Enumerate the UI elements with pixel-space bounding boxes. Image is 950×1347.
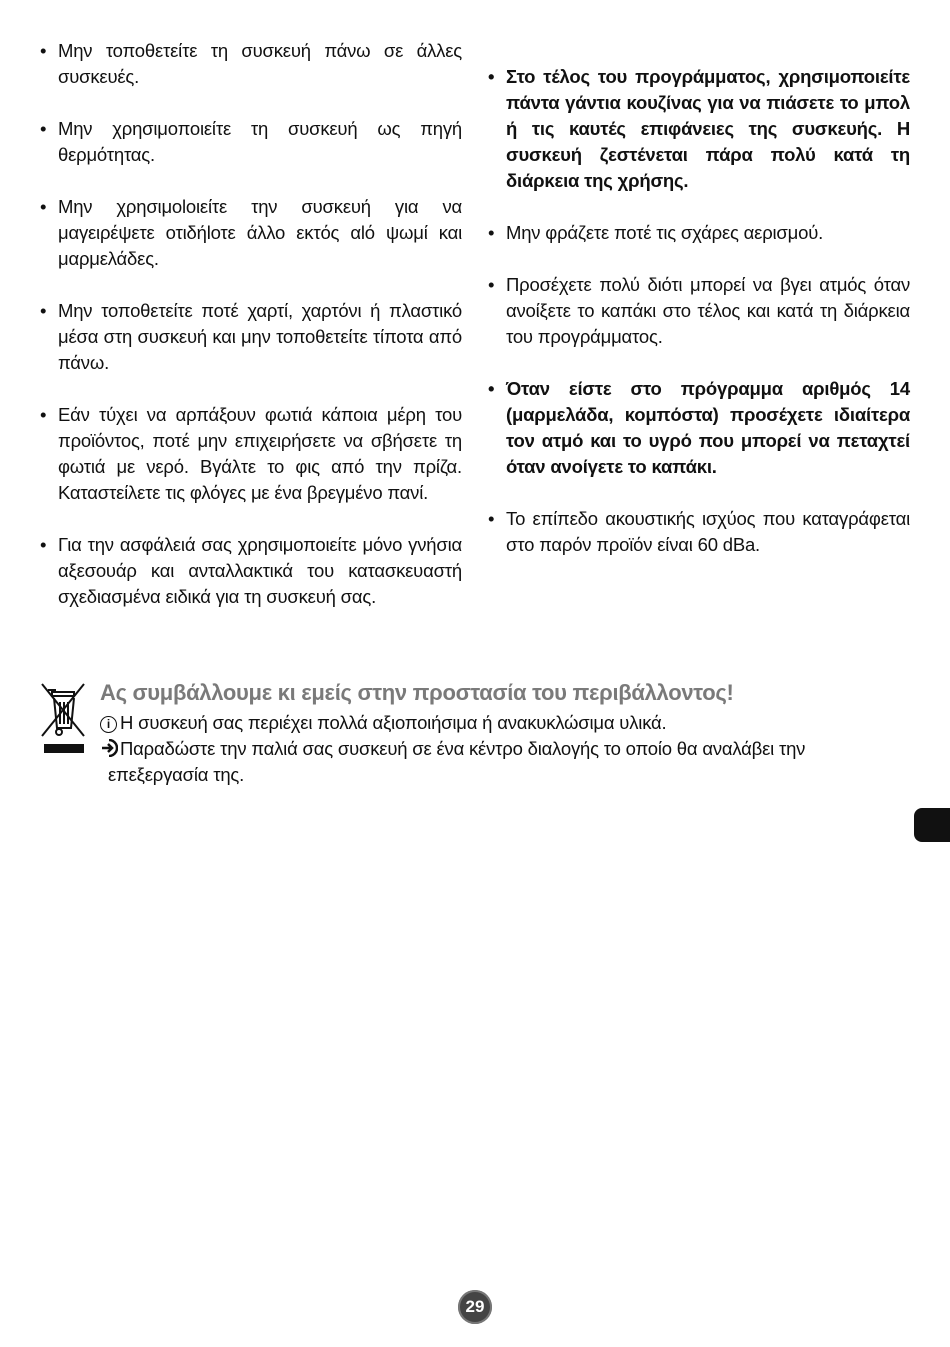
- safety-item: • Το επίπεδο ακουστικής ισχύος που καταγράφεται στο παρόν προϊόν είναι 60 dBa.: [486, 506, 910, 558]
- left-column: [38, 38, 462, 636]
- page-number: 29: [458, 1290, 492, 1324]
- safety-item: • Για την ασφάλειά σας χρησιμοποιείτε μόνο γνήσια αξεσουάρ και ανταλλακτικά του κατασκευαστή σχεδιασμένα ειδικά για τη συσκευή σας.: [38, 532, 462, 610]
- environment-title: Ας συμβάλλουμε κι εμείς στην προστασία του περιβάλλοντος!: [100, 680, 734, 705]
- environment-action-text: Παραδώστε την παλιά σας συσκευή σε ένα κέντρο διαλογής το οποίο θα αναλάβει την: [120, 738, 806, 759]
- safety-item-bold: • Όταν είστε στο πρόγραμμα αριθμός 14 (μαρμελάδα, κομπόστα) προσέχετε ιδιαίτερα τον ατμό και το υγρό που μπορεί να πεταχτεί όταν ανοίγετε το καπάκι.: [486, 376, 910, 480]
- safety-item: • Προσέχετε πολύ διότι μπορεί να βγει ατμός όταν ανοίξετε το καπάκι στο τέλος και κατά τη διάρκεια του προγράμματος.: [486, 272, 910, 350]
- environment-info-text: Η συσκευή σας περιέχει πολλά αξιοποιήσιμα ή ανακυκλώσιμα υλικά.: [120, 712, 667, 733]
- safety-item: • Μην χρησιμοlοιείτε την συσκευή για να μαγειρέψετε οτιδήlοτε άλλο εκτός αlό ψωμί και μαρμελάδες.: [38, 194, 462, 272]
- section-tab-marker: [914, 808, 950, 842]
- arrow-right-circle-icon: [100, 739, 118, 757]
- safety-item-bold: • Στο τέλος του προγράμματος, χρησιμοποιείτε πάντα γάντια κουζίνας για να πιάσετε το μπολ ή τις καυτές επιφάνειες της συσκευής. Η συσκευή ζεστένεται πάρα πολύ κατά τη διάρκεια της χρήσης.: [486, 64, 910, 194]
- safety-item: • Μην τοποθετείτε τη συσκευή πάνω σε άλλες συσκευές.: [38, 38, 462, 90]
- safety-item: • Μην χρησιμοποιείτε τη συσκευή ως πηγή θερμότητας.: [38, 116, 462, 168]
- info-circle-icon: i: [100, 716, 117, 733]
- environment-action-line: [100, 736, 890, 788]
- environment-info-line: [100, 710, 666, 736]
- right-column: [486, 38, 910, 584]
- safety-item: • Μην φράζετε ποτέ τις σχάρες αερισμού.: [486, 220, 910, 246]
- safety-item: • Μην τοποθετείτε ποτέ χαρτί, χαρτόνι ή πλαστικό μέσα στη συσκευή και μην τοποθετείτε τίποτα από πάνω.: [38, 298, 462, 376]
- safety-item: • Εάν τύχει να αρπάξουν φωτιά κάποια μέρη του προϊόντος, ποτέ μην επιχειρήσετε να σβήσετε τη φωτιά με νερό. Βγάλτε το φις από την πρίζα. Καταστείλετε τις φλόγες με ένα βρεγμένο πανί.: [38, 402, 462, 506]
- crossed-out-wheelie-bin-icon: [38, 680, 88, 762]
- environment-action-text-cont: επεξεργασία της.: [108, 764, 245, 785]
